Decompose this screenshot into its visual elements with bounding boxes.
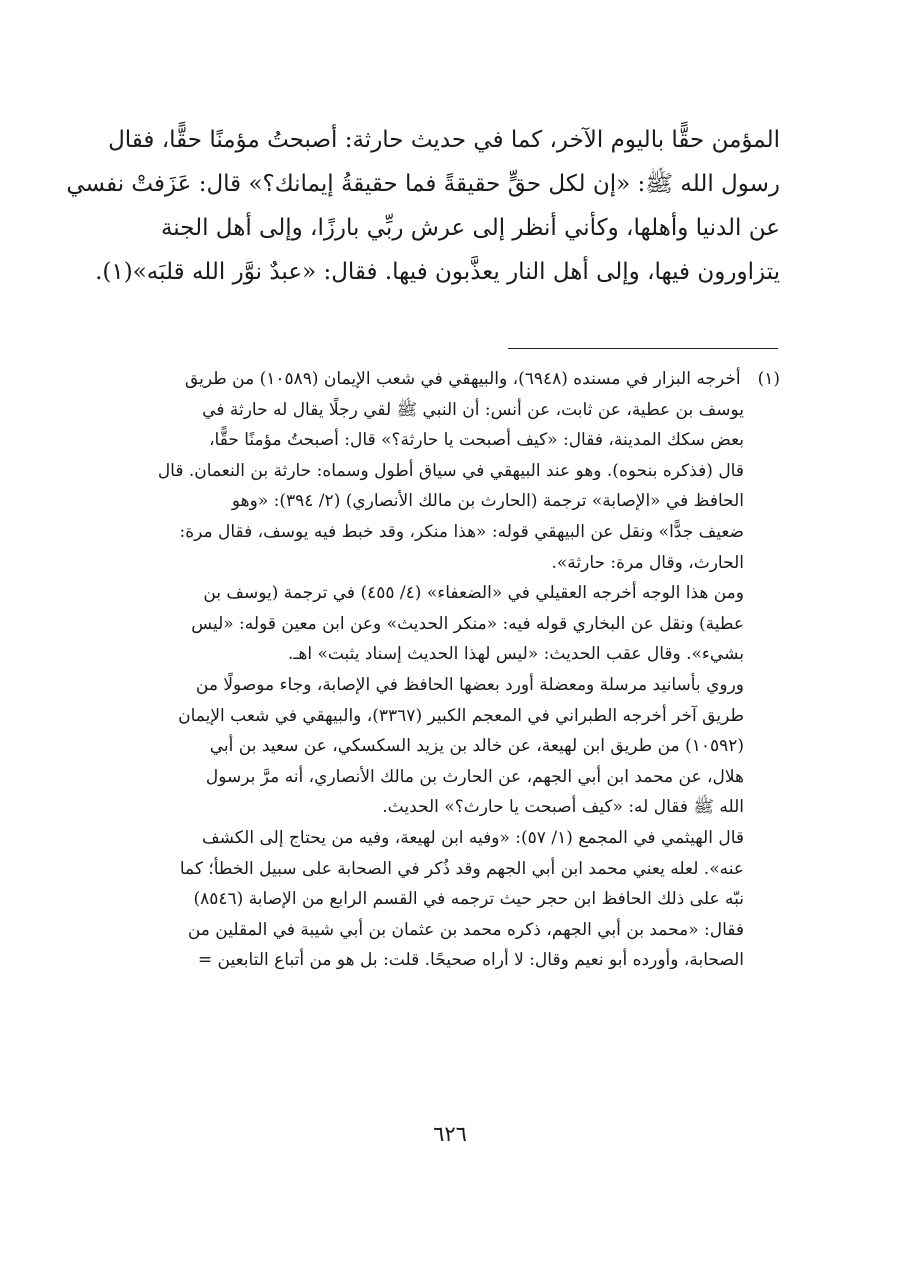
- footnote-line: الله ﷺ فقال له: «كيف أصبحت يا حارث؟» الحديث.: [382, 797, 744, 818]
- footnote-text: أخرجه البزار في مسنده (٦٩٤٨)، والبيهقي في شعب الإيمان (١٠٥٨٩) من طريق: [184, 369, 741, 389]
- footnote-line: وروي بأسانيد مرسلة ومعضلة أورد بعضها الحافظ في الإصابة، وجاء موصولًا من: [195, 674, 744, 695]
- footnote-line: نبّه على ذلك الحافظ ابن حجر حيث ترجمه في القسم الرابع من الإصابة (٨٥٤٦): [193, 889, 744, 910]
- footnotes: [118, 364, 780, 976]
- footnote-line: عطية) ونقل عن البخاري قوله فيه: «منكر الحديث» وعن ابن معين قوله: «ليس: [191, 613, 744, 634]
- footnote-marker: (١): [757, 369, 780, 389]
- footnote-line: الحارث، وقال مرة: حارثة».: [551, 552, 744, 573]
- main-text-line: عن الدنيا وأهلها، وكأني أنظر إلى عرش ربِّي بارزًا، وإلى أهل الجنة: [160, 215, 780, 241]
- footnote-line: بعض سكك المدينة، فقال: «كيف أصبحت يا حارثة؟» قال: أصبحتُ مؤمنًا حقًّا،: [209, 430, 744, 451]
- main-text-line: المؤمن حقًّا باليوم الآخر، كما في حديث حارثة: أصبحتُ مؤمنًا حقًّا، فقال: [108, 127, 780, 153]
- footnote-line: هلال، عن محمد ابن أبي الجهم، عن الحارث بن مالك الأنصاري، أنه مرَّ برسول: [205, 766, 744, 787]
- footnote-separator: [508, 348, 778, 349]
- footnote-line: طريق آخر أخرجه الطبراني في المعجم الكبير (٣٣٦٧)، والبيهقي في شعب الإيمان: [178, 705, 744, 726]
- footnote-line: بشيء». وقال عقب الحديث: «ليس لهذا الحديث إسناد يثبت» اهـ.: [287, 644, 744, 665]
- footnote-line: عنه». لعله يعني محمد ابن أبي الجهم وقد ذُكر في الصحابة على سبيل الخطأ؛ كما: [179, 858, 744, 879]
- main-text: [66, 118, 780, 294]
- footnote-line: قال (فذكره بنحوه). وهو عند البيهقي في سياق أطول وسماه: حارثة بن النعمان. قال: [157, 460, 744, 481]
- footnote-line: قال الهيثمي في المجمع (١/ ٥٧): «وفيه ابن لهيعة، وفيه من يحتاج إلى الكشف: [202, 827, 744, 848]
- main-text-line: يتزاورون فيها، وإلى أهل النار يعذَّبون فيها. فقال: «عبدٌ نوَّر الله قلبَه»(١).: [95, 259, 780, 285]
- footnote-line: ومن هذا الوجه أخرجه العقيلي في «الضعفاء» (٤/ ٤٥٥) في ترجمة (يوسف بن: [203, 583, 744, 604]
- footnote-line: ضعيف جدًّا» ونقل عن البيهقي قوله: «هذا منكر، وقد خبط فيه يوسف، فقال مرة:: [179, 521, 744, 542]
- footnote-line: فقال: «محمد بن أبي الجهم، ذكره محمد بن عثمان بن أبي شيبة في المقلين من: [187, 919, 744, 940]
- page-number: ٦٢٦: [433, 1122, 467, 1146]
- footnote-line: يوسف بن عطية، عن ثابت، عن أنس: أن النبي ﷺ لقي رجلًا يقال له حارثة في: [202, 399, 744, 420]
- footnote-line: الصحابة، وأورده أبو نعيم وقال: لا أراه صحيحًا. قلت: بل هو من أتباع التابعين =: [197, 950, 744, 971]
- main-text-line: رسول الله ﷺ: «إن لكل حقٍّ حقيقةً فما حقيقةُ إيمانك؟» قال: عَزَفتْ نفسي: [66, 171, 780, 197]
- footnote-line: [118, 364, 780, 395]
- footnote-line: (١٠٥٩٢) من طريق ابن لهيعة، عن خالد بن يزيد السكسكي، عن سعيد بن أبي: [209, 736, 744, 757]
- footnote-line: الحافظ في «الإصابة» ترجمة (الحارث بن مالك الأنصاري) (٢/ ٣٩٤): «وهو: [231, 491, 744, 512]
